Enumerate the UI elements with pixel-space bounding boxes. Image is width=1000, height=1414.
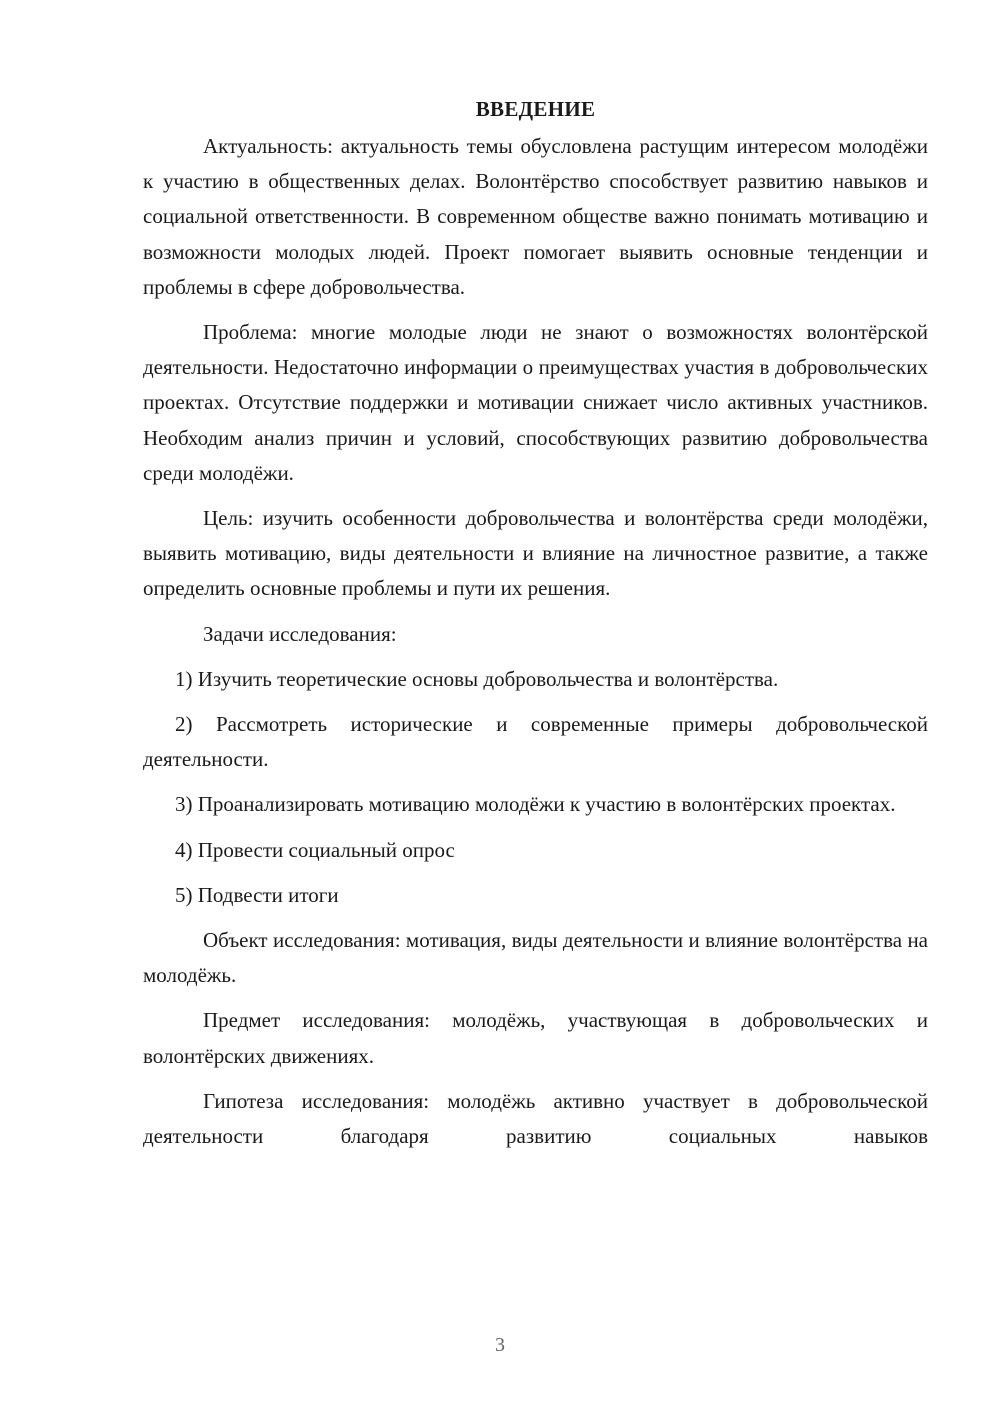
tasks-heading: Задачи исследования: [203, 621, 397, 646]
section-title: ВВЕДЕНИЕ [475, 97, 596, 121]
paragraph-relevance: Актуальность: актуальность темы обусловлена растущим интересом молодёжи к участию в общественных делах. Волонтёрство способствует развитию навыков и социальной ответственности. В современном обществе важно понимать мотивацию и возможности молодых людей. Проект помогает выявить основные тенденции и проблемы в сфере добровольчества. [143, 134, 928, 299]
page-number: 3 [495, 1334, 505, 1356]
paragraph-problem: Проблема: многие молодые люди не знают о возможностях волонтёрской деятельности. Недостаточно информации о преимуществах участия в добровольческих проектах. Отсутствие поддержки и мотивации снижает число активных участников. Необходим анализ причин и условий, способствующих развитию добровольчества среди молодёжи. [143, 320, 928, 485]
paragraph-object: Объект исследования: мотивация, виды деятельности и влияние волонтёрства на молодёжь. [143, 928, 928, 988]
paragraph-subject: Предмет исследования: молодёжь, участвующая в добровольческих и волонтёрских движениях. [143, 1008, 928, 1068]
paragraph-hypothesis: Гипотеза исследования: молодёжь активно участвует в добровольческой деятельности благодаря развитию социальных навыков [143, 1088, 928, 1149]
document-page [143, 92, 928, 1164]
paragraph-goal: Цель: изучить особенности добровольчества и волонтёрства среди молодёжи, выявить мотивацию, виды деятельности и влияние на личностное развитие, а также определить основные проблемы и пути их решения. [143, 506, 928, 601]
task-item-4: 4) Провести социальный опрос [175, 837, 455, 862]
task-item-5: 5) Подвести итоги [175, 882, 339, 907]
task-item-1: 1) Изучить теоретические основы добровольчества и волонтёрства. [175, 666, 779, 691]
task-item-2: 2) Рассмотреть исторические и современные примеры добровольческой деятельности. [143, 712, 928, 772]
task-item-3: 3) Проанализировать мотивацию молодёжи к участию в волонтёрских проектах. [175, 792, 896, 817]
